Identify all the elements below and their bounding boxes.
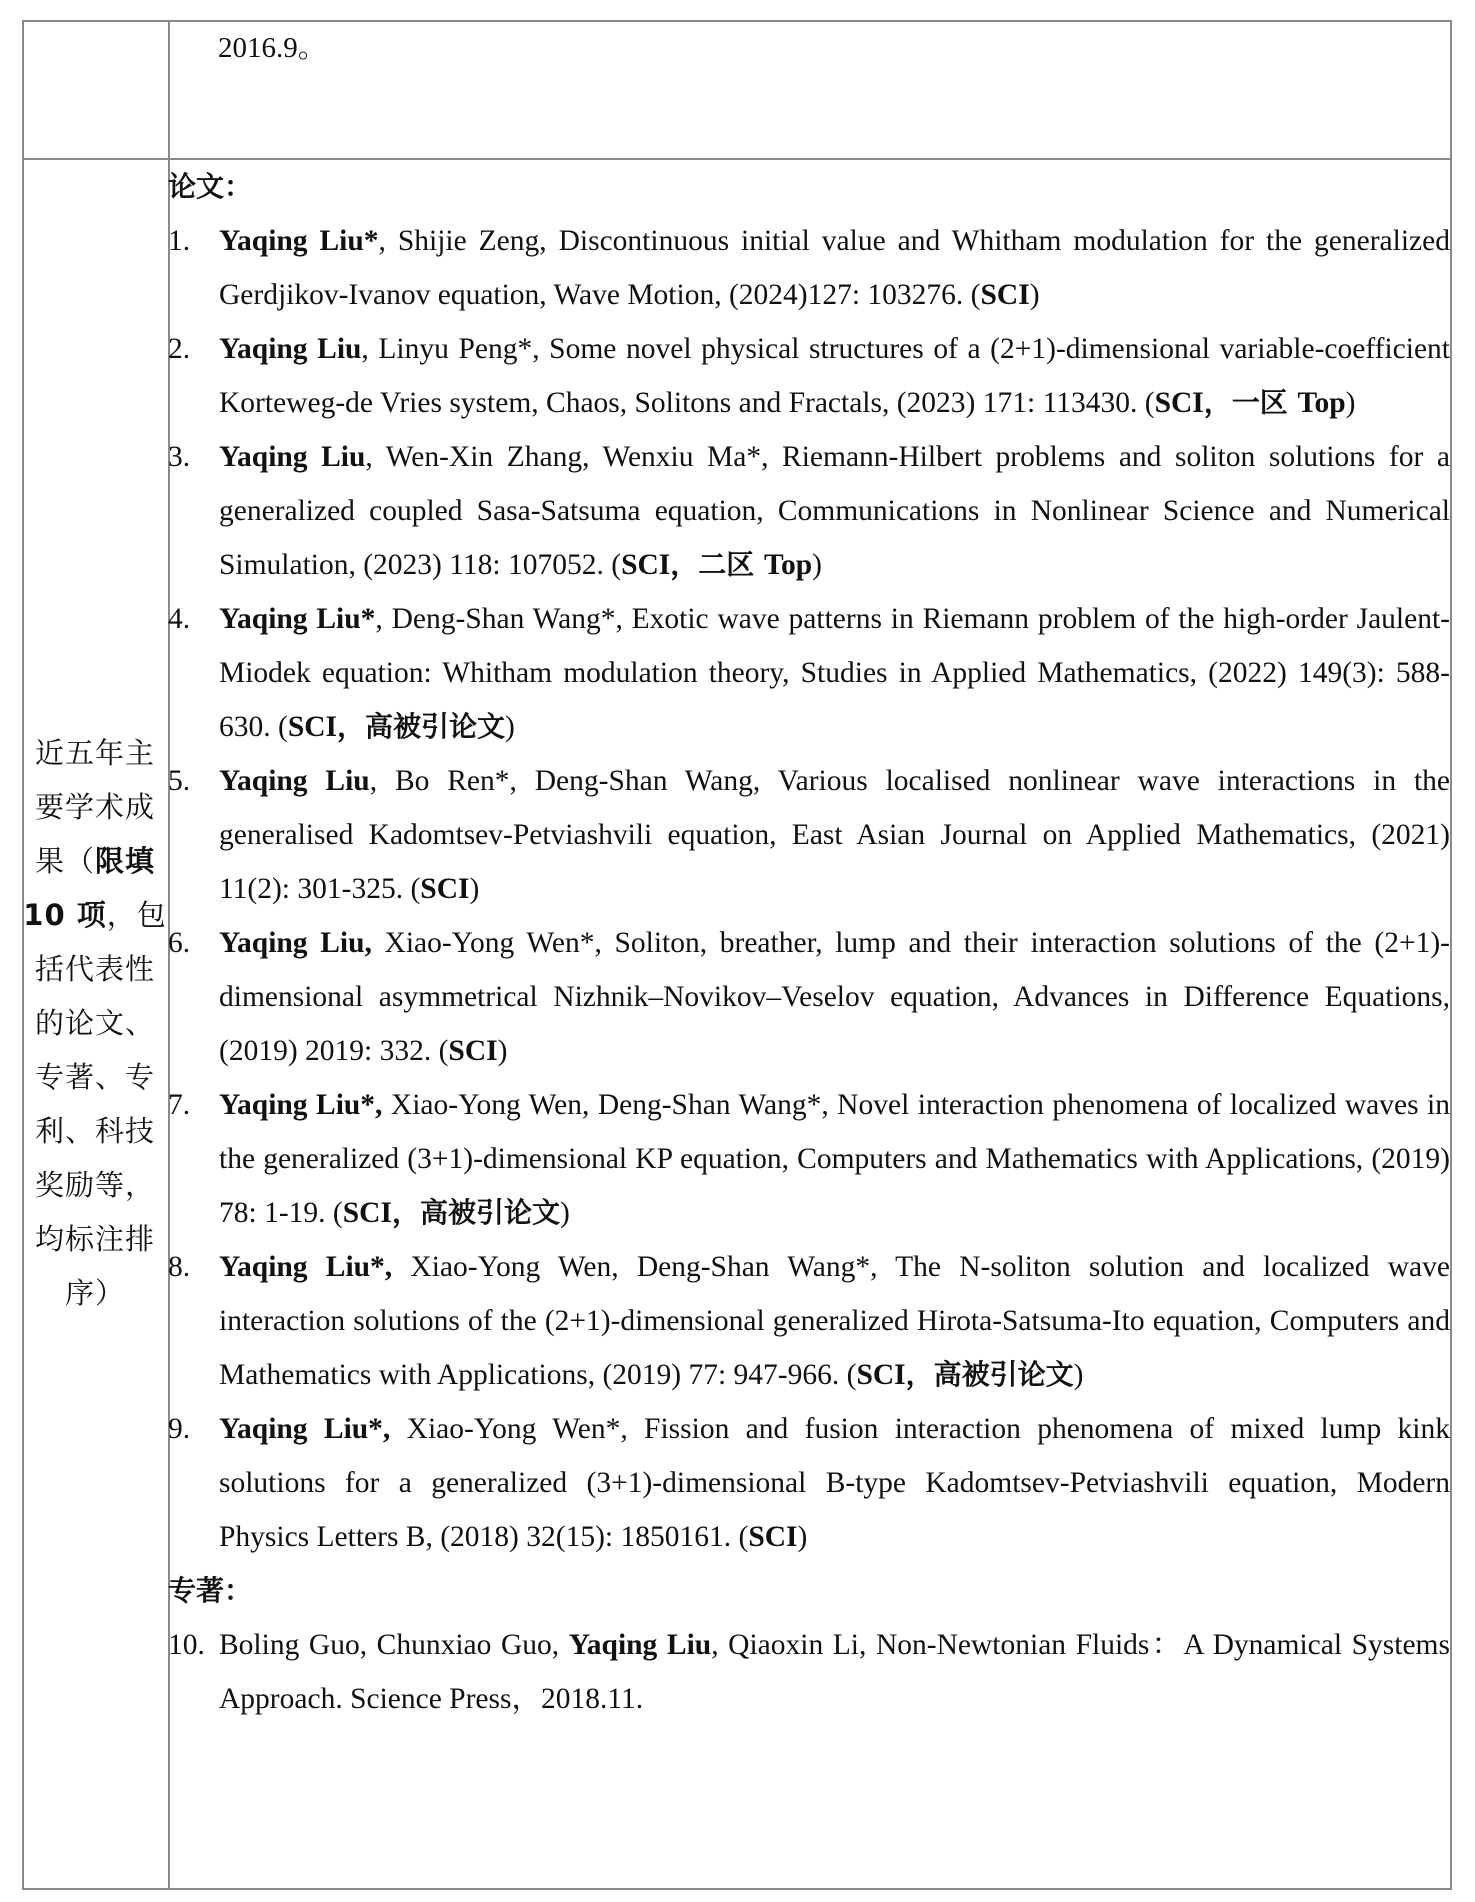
paper-citation: Yaqing Liu*, Shijie Zeng, Discontinuous initial value and Whitham modulation for the generalized Gerdjikov-Ivanov equation, Wave Motion, (2024)127: 103276. (SCI) (219, 225, 1450, 311)
row-label-line: 均标注排 (34, 1222, 155, 1256)
paper-citation: Yaqing Liu*, Deng-Shan Wang*, Exotic wave patterns in Riemann problem of the high-order Jaulent-Miodek equation: Whitham modulation theory, Studies in Applied Mathematics, (2022) 149(3): 588-630. (SCI，高被引论文) (219, 603, 1450, 743)
row-label-line: 的论文、 (34, 1006, 155, 1040)
item-number: 8. (168, 1251, 191, 1283)
item-number: 1. (168, 225, 191, 257)
book-heading: 专著： (168, 1574, 253, 1607)
row-label-line: 近五年主 (34, 736, 155, 770)
item-number: 7. (168, 1089, 191, 1121)
item-number: 10. (168, 1629, 205, 1661)
paper-citation: Yaqing Liu*, Xiao-Yong Wen, Deng-Shan Wang*, The N-soliton solution and localized wave interaction solutions of the (2+1)-dimensional generalized Hirota-Satsuma-Ito equation, Computers and Mathematics with Applications, (2019) 77: 947-966. (SCI，高被引论文) (219, 1251, 1450, 1391)
paper-citation: Yaqing Liu*, Xiao-Yong Wen*, Fission and fusion interaction phenomena of mixed lump kink solutions for a generalized (3+1)-dimensional B-type Kadomtsev-Petviashvili equation, Modern Physics Letters B, (2018) 32(15): 1850161. (SCI) (219, 1413, 1450, 1553)
table-border-bottom (22, 1888, 1452, 1890)
item-number: 2. (168, 333, 191, 365)
paper-item (168, 1078, 1450, 1240)
row-label (22, 726, 168, 1320)
row-label-line: 10 项，包 (23, 898, 167, 932)
paper-citation: Yaqing Liu*, Xiao-Yong Wen, Deng-Shan Wang*, Novel interaction phenomena of localized waves in the generalized (3+1)-dimensional KP equation, Computers and Mathematics with Applications, (2019) 78: 1-19. (SCI，高被引论文) (219, 1089, 1450, 1229)
achievements-content (168, 160, 1450, 1726)
papers-heading: 论文： (168, 170, 253, 203)
row-label-line: 奖励等， (34, 1168, 155, 1202)
paper-item (168, 916, 1450, 1078)
paper-item (168, 1240, 1450, 1402)
book-citation: Boling Guo, Chunxiao Guo, Yaqing Liu, Qiaoxin Li, Non-Newtonian Fluids：A Dynamical Systems Approach. Science Press，2018.11. (219, 1629, 1450, 1715)
paper-item (168, 1402, 1450, 1564)
row-label-line: 果（限填 (34, 844, 156, 878)
paper-citation: Yaqing Liu, Bo Ren*, Deng-Shan Wang, Various localised nonlinear wave interactions in the generalised Kadomtsev-Petviashvili equation, East Asian Journal on Applied Mathematics, (2021) 11(2): 301-325. (SCI) (219, 765, 1451, 905)
paper-item (168, 214, 1450, 322)
row-label-line: 序） (64, 1276, 125, 1310)
paper-item (168, 592, 1450, 754)
item-number: 5. (168, 765, 191, 797)
item-number: 6. (168, 927, 191, 959)
paper-citation: Yaqing Liu, Linyu Peng*, Some novel physical structures of a (2+1)-dimensional variable-coefficient Korteweg-de Vries system, Chaos, Solitons and Fractals, (2023) 171: 113430. (SCI，一区 Top) (219, 333, 1450, 419)
papers-list (168, 214, 1450, 1564)
row-label-line: 括代表性 (34, 952, 155, 986)
row-label-line: 要学术成 (34, 790, 155, 824)
item-number: 3. (168, 441, 191, 473)
paper-citation: Yaqing Liu, Wen-Xin Zhang, Wenxiu Ma*, Riemann-Hilbert problems and soliton solutions for a generalized coupled Sasa-Satsuma equation, Communications in Nonlinear Science and Numerical Simulation, (2023) 118: 107052. (SCI，二区 Top) (219, 441, 1450, 581)
paper-citation: Yaqing Liu, Xiao-Yong Wen*, Soliton, breather, lump and their interaction solutions of the (2+1)-dimensional asymmetrical Nizhnik–Novikov–Veselov equation, Advances in Difference Equations, (2019) 2019: 332. (SCI) (219, 927, 1451, 1067)
table-border-right (1450, 20, 1452, 1890)
row-label-line: 专著、专 (34, 1060, 155, 1094)
item-number: 9. (168, 1413, 191, 1445)
item-number: 4. (168, 603, 191, 635)
row-label-line: 利、科技 (34, 1114, 155, 1148)
paper-item (168, 322, 1450, 430)
book-item (168, 1618, 1450, 1726)
paper-item (168, 754, 1450, 916)
paper-item (168, 430, 1450, 592)
previous-row-text: 2016.9。 (218, 32, 327, 64)
